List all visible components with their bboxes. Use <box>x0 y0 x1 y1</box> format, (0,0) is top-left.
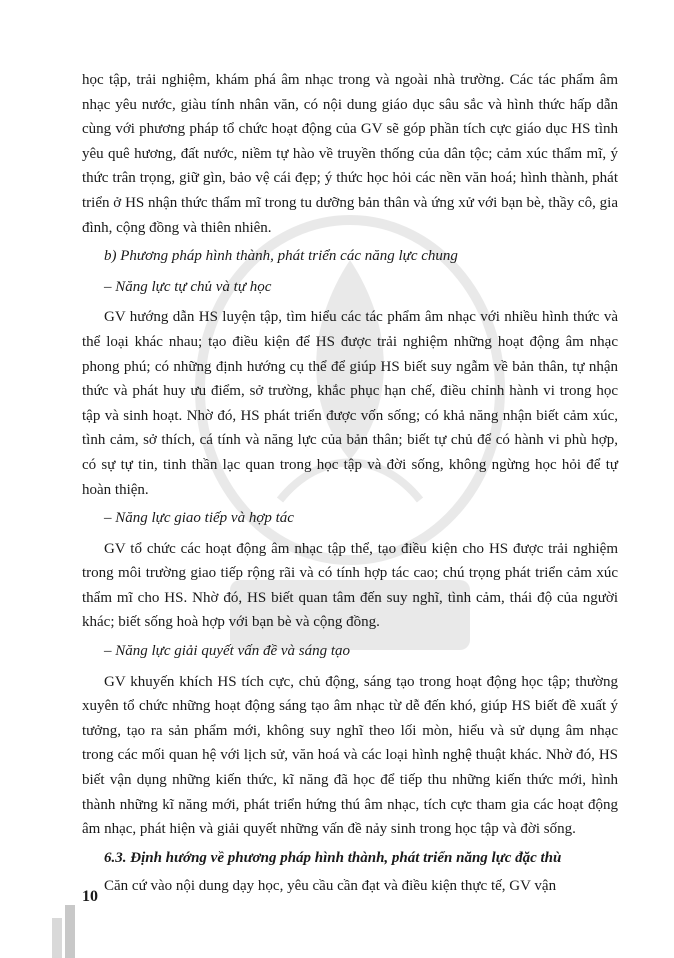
paragraph-5: Căn cứ vào nội dung dạy học, yêu cầu cần đạt và điều kiện thực tế, GV vận <box>104 878 557 895</box>
item-title-self-study: – Năng lực tự chủ và tự học <box>104 278 272 295</box>
page-edge-marker-2 <box>65 905 75 958</box>
item-title-communication: – Năng lực giao tiếp và hợp tác <box>104 510 294 527</box>
paragraph-2: GV hướng dẫn HS luyện tập, tìm hiểu các tác phẩm âm nhạc với nhiều hình thức và thể loại khác nhau; tạo điều kiện để HS được trải nghiệm những hoạt động âm nhạc phong phú; có những định hướng cụ thể để giúp HS biết suy ngẫm về bản thân, tự nhận thức và phát huy ưu điểm, sở trường, khắc phục hạn chế, điều chỉnh hành vi trong học tập và sinh hoạt. Nhờ đó, HS phát triển được vốn sống; có khả năng nhận biết cảm xúc, tình cảm, sở thích, cá tính và năng lực của bản thân; biết tự chủ để có hành vi phù hợp, có sự tự tin, tinh thần lạc quan trong học tập và đời sống, không ngừng học hỏi để tự hoàn thiện. <box>82 309 618 498</box>
subheading-b: b) Phương pháp hình thành, phát triển các năng lực chung <box>104 248 458 265</box>
paragraph-3: GV tổ chức các hoạt động âm nhạc tập thể, tạo điều kiện cho HS được trải nghiệm trong môi trường giao tiếp rộng rãi và có tính hợp tác cao; chú trọng phát triển cảm xúc thẩm mĩ cho HS. Nhờ đó, HS biết quan tâm đến suy nghĩ, tình cảm, thái độ của người khác; biết sống hoà hợp với bạn bè và cộng đồng. <box>82 540 618 631</box>
paragraph-1: học tập, trải nghiệm, khám phá âm nhạc trong và ngoài nhà trường. Các tác phẩm âm nhạc yêu nước, giàu tính nhân văn, có nội dung giáo dục sâu sắc và hình thức hấp dẫn cùng với phương pháp tổ chức hoạt động của GV sẽ góp phần tích cực giáo dục HS tình yêu quê hương, đất nước, niềm tự hào về truyền thống của dân tộc; cảm xúc thẩm mĩ, ý thức trân trọng, giữ gìn, bảo vệ cái đẹp; ý thức học hỏi các nền văn hoá; hình thành, phát triển ở HS nhận thức thẩm mĩ trong tu dưỡng bản thân và ứng xử với bạn bè, thầy cô, gia đình, cộng đồng và thiên nhiên. <box>82 72 618 236</box>
page-number: 10 <box>82 888 98 905</box>
page-edge-marker <box>52 918 62 958</box>
paragraph-4: GV khuyến khích HS tích cực, chủ động, sáng tạo trong hoạt động học tập; thường xuyên tổ chức những hoạt động sáng tạo âm nhạc từ dễ đến khó, giúp HS biết đề xuất ý tưởng, tạo ra sản phẩm mới, không suy nghĩ theo lối mòn, hiểu và sử dụng âm nhạc trong các mối quan hệ với lịch sử, văn hoá và các loại hình nghệ thuật khác. Nhờ đó, HS biết vận dụng những kiến thức, kĩ năng đã học để tiếp thu những kiến thức mới, hình thành những kĩ năng mới, phát triển hứng thú âm nhạc, tích cực tham gia các hoạt động âm nhạc, phát hiện và giải quyết những vấn đề nảy sinh trong học tập và đời sống. <box>82 673 618 838</box>
section-heading-6-3: 6.3. Định hướng về phương pháp hình thành, phát triển năng lực đặc thù <box>104 849 562 866</box>
body-text <box>82 68 618 903</box>
item-title-problem-solving: – Năng lực giải quyết vấn đề và sáng tạo <box>104 643 351 660</box>
